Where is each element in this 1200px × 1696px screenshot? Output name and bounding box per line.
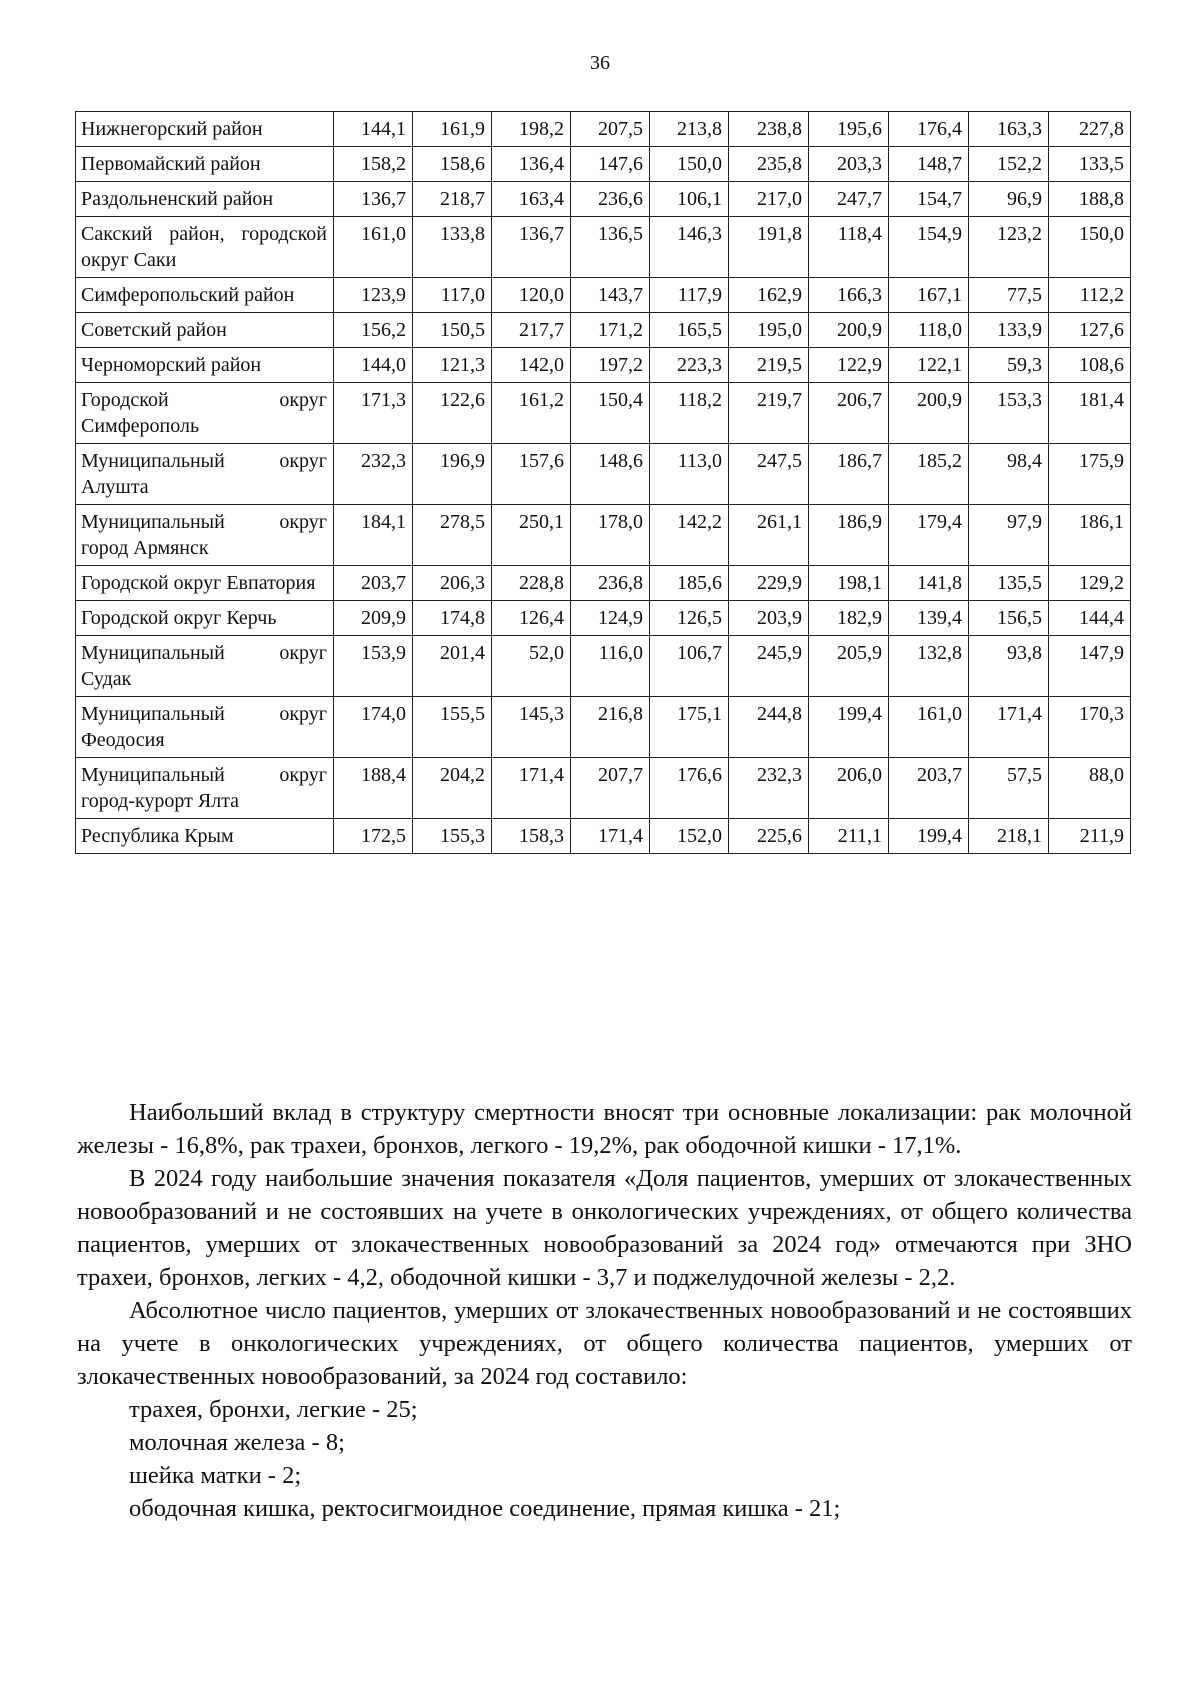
value-cell: 191,8 (729, 217, 809, 278)
value-cell: 158,2 (334, 147, 413, 182)
value-cell: 133,5 (1049, 147, 1131, 182)
value-cell: 172,5 (334, 819, 413, 854)
value-cell: 232,3 (729, 758, 809, 819)
value-cell: 152,0 (650, 819, 729, 854)
value-cell: 96,9 (969, 182, 1049, 217)
value-cell: 113,0 (650, 444, 729, 505)
value-cell: 93,8 (969, 636, 1049, 697)
value-cell: 163,3 (969, 112, 1049, 147)
value-cell: 188,8 (1049, 182, 1131, 217)
value-cell: 158,3 (492, 819, 571, 854)
value-cell: 176,4 (889, 112, 969, 147)
region-name-cell: Черноморский район (76, 348, 334, 383)
value-cell: 136,7 (334, 182, 413, 217)
region-name-cell: Симферопольский район (76, 278, 334, 313)
value-cell: 188,4 (334, 758, 413, 819)
table-row (76, 636, 1131, 697)
value-cell: 154,9 (889, 217, 969, 278)
value-cell: 175,1 (650, 697, 729, 758)
table-row (76, 147, 1131, 182)
list-item: молочная железа - 8; (129, 1429, 345, 1456)
value-cell: 170,3 (1049, 697, 1131, 758)
value-cell: 136,7 (492, 217, 571, 278)
region-name-cell: Советский район (76, 313, 334, 348)
value-cell: 211,9 (1049, 819, 1131, 854)
value-cell: 218,7 (413, 182, 492, 217)
value-cell: 122,9 (809, 348, 889, 383)
value-cell: 223,3 (650, 348, 729, 383)
value-cell: 150,4 (571, 383, 650, 444)
value-cell: 185,6 (650, 566, 729, 601)
value-cell: 176,6 (650, 758, 729, 819)
value-cell: 205,9 (809, 636, 889, 697)
value-cell: 133,9 (969, 313, 1049, 348)
region-name-cell: Нижнегорский район (76, 112, 334, 147)
value-cell: 122,6 (413, 383, 492, 444)
value-cell: 161,9 (413, 112, 492, 147)
value-cell: 247,7 (809, 182, 889, 217)
region-name-cell: Муниципальный округ город-курорт Ялта (76, 758, 334, 819)
value-cell: 171,3 (334, 383, 413, 444)
value-cell: 197,2 (571, 348, 650, 383)
value-cell: 153,9 (334, 636, 413, 697)
value-cell: 228,8 (492, 566, 571, 601)
value-cell: 155,5 (413, 697, 492, 758)
value-cell: 153,3 (969, 383, 1049, 444)
table-row (76, 444, 1131, 505)
region-name-cell: Первомайский район (76, 147, 334, 182)
value-cell: 143,7 (571, 278, 650, 313)
value-cell: 158,6 (413, 147, 492, 182)
value-cell: 142,0 (492, 348, 571, 383)
paragraph: В 2024 году наибольшие значения показателя «Доля пациентов, умерших от злокачественных новообразований и не состоявших на учете в онкологических учреждениях, от общего количества пациентов, умерших от злокачественных новообразований за 2024 год» отмечаются при ЗНО трахеи, бронхов, легких - 4,2, ободочной кишки - 3,7 и поджелудочной железы - 2,2. (77, 1165, 1132, 1291)
value-cell: 144,1 (334, 112, 413, 147)
value-cell: 278,5 (413, 505, 492, 566)
value-cell: 225,6 (729, 819, 809, 854)
table-row (76, 278, 1131, 313)
region-name-cell: Республика Крым (76, 819, 334, 854)
value-cell: 238,8 (729, 112, 809, 147)
value-cell: 171,4 (969, 697, 1049, 758)
value-cell: 163,4 (492, 182, 571, 217)
value-cell: 203,7 (334, 566, 413, 601)
value-cell: 129,2 (1049, 566, 1131, 601)
value-cell: 213,8 (650, 112, 729, 147)
value-cell: 229,9 (729, 566, 809, 601)
value-cell: 147,9 (1049, 636, 1131, 697)
value-cell: 155,3 (413, 819, 492, 854)
value-cell: 203,7 (889, 758, 969, 819)
table-row (76, 758, 1131, 819)
value-cell: 165,5 (650, 313, 729, 348)
value-cell: 106,1 (650, 182, 729, 217)
value-cell: 148,7 (889, 147, 969, 182)
region-name-cell: Городской округ Керчь (76, 601, 334, 636)
value-cell: 122,1 (889, 348, 969, 383)
region-name-cell: Раздольненский район (76, 182, 334, 217)
value-cell: 57,5 (969, 758, 1049, 819)
value-cell: 135,5 (969, 566, 1049, 601)
value-cell: 150,0 (1049, 217, 1131, 278)
value-cell: 171,4 (492, 758, 571, 819)
value-cell: 182,9 (809, 601, 889, 636)
table-row (76, 697, 1131, 758)
value-cell: 162,9 (729, 278, 809, 313)
value-cell: 144,4 (1049, 601, 1131, 636)
value-cell: 156,2 (334, 313, 413, 348)
table-row (76, 505, 1131, 566)
value-cell: 186,7 (809, 444, 889, 505)
value-cell: 123,9 (334, 278, 413, 313)
value-cell: 206,3 (413, 566, 492, 601)
value-cell: 127,6 (1049, 313, 1131, 348)
value-cell: 186,9 (809, 505, 889, 566)
page-number: 36 (590, 52, 610, 74)
body-text (77, 1096, 1132, 1525)
value-cell: 247,5 (729, 444, 809, 505)
value-cell: 198,2 (492, 112, 571, 147)
value-cell: 244,8 (729, 697, 809, 758)
value-cell: 227,8 (1049, 112, 1131, 147)
value-cell: 181,4 (1049, 383, 1131, 444)
value-cell: 216,8 (571, 697, 650, 758)
value-cell: 209,9 (334, 601, 413, 636)
value-cell: 147,6 (571, 147, 650, 182)
value-cell: 98,4 (969, 444, 1049, 505)
value-cell: 235,8 (729, 147, 809, 182)
value-cell: 203,9 (729, 601, 809, 636)
value-cell: 195,0 (729, 313, 809, 348)
table-row (76, 348, 1131, 383)
table-row (76, 112, 1131, 147)
paragraph: Наибольший вклад в структуру смертности вносят три основные локализации: рак молочной железы - 16,8%, рак трахеи, бронхов, легкого - 19,2%, рак ободочной кишки - 17,1%. (77, 1099, 1132, 1159)
value-cell: 126,5 (650, 601, 729, 636)
value-cell: 211,1 (809, 819, 889, 854)
table-row (76, 383, 1131, 444)
value-cell: 200,9 (809, 313, 889, 348)
value-cell: 156,5 (969, 601, 1049, 636)
region-name-cell: Сакский район, городской округ Саки (76, 217, 334, 278)
value-cell: 146,3 (650, 217, 729, 278)
value-cell: 217,0 (729, 182, 809, 217)
list-item: шейка матки - 2; (129, 1462, 302, 1489)
value-cell: 204,2 (413, 758, 492, 819)
value-cell: 199,4 (809, 697, 889, 758)
region-name-cell: Муниципальный округ Феодосия (76, 697, 334, 758)
value-cell: 261,1 (729, 505, 809, 566)
value-cell: 152,2 (969, 147, 1049, 182)
value-cell: 219,7 (729, 383, 809, 444)
value-cell: 174,0 (334, 697, 413, 758)
value-cell: 112,2 (1049, 278, 1131, 313)
value-cell: 207,7 (571, 758, 650, 819)
value-cell: 52,0 (492, 636, 571, 697)
value-cell: 117,0 (413, 278, 492, 313)
value-cell: 161,0 (334, 217, 413, 278)
value-cell: 145,3 (492, 697, 571, 758)
value-cell: 133,8 (413, 217, 492, 278)
region-name-cell: Городской округ Евпатория (76, 566, 334, 601)
value-cell: 198,1 (809, 566, 889, 601)
value-cell: 186,1 (1049, 505, 1131, 566)
list-item: трахея, бронхи, легкие - 25; (129, 1396, 418, 1423)
table-row (76, 217, 1131, 278)
value-cell: 199,4 (889, 819, 969, 854)
value-cell: 161,2 (492, 383, 571, 444)
paragraph: Абсолютное число пациентов, умерших от злокачественных новообразований и не состоявших на учете в онкологических учреждениях, от общего количества пациентов, умерших от злокачественных новообразований, за 2024 год составило: (77, 1297, 1132, 1390)
value-cell: 161,0 (889, 697, 969, 758)
value-cell: 116,0 (571, 636, 650, 697)
region-name-cell: Муниципальный округ город Армянск (76, 505, 334, 566)
value-cell: 232,3 (334, 444, 413, 505)
value-cell: 88,0 (1049, 758, 1131, 819)
value-cell: 166,3 (809, 278, 889, 313)
value-cell: 157,6 (492, 444, 571, 505)
value-cell: 136,4 (492, 147, 571, 182)
value-cell: 77,5 (969, 278, 1049, 313)
value-cell: 171,2 (571, 313, 650, 348)
list-item: ободочная кишка, ректосигмоидное соединение, прямая кишка - 21; (129, 1495, 841, 1522)
value-cell: 141,8 (889, 566, 969, 601)
table-row (76, 601, 1131, 636)
region-name-cell: Муниципальный округ Алушта (76, 444, 334, 505)
value-cell: 206,7 (809, 383, 889, 444)
value-cell: 236,6 (571, 182, 650, 217)
value-cell: 154,7 (889, 182, 969, 217)
value-cell: 121,3 (413, 348, 492, 383)
value-cell: 123,2 (969, 217, 1049, 278)
value-cell: 148,6 (571, 444, 650, 505)
table-row (76, 182, 1131, 217)
value-cell: 150,5 (413, 313, 492, 348)
value-cell: 144,0 (334, 348, 413, 383)
value-cell: 118,4 (809, 217, 889, 278)
value-cell: 150,0 (650, 147, 729, 182)
value-cell: 132,8 (889, 636, 969, 697)
value-cell: 106,7 (650, 636, 729, 697)
value-cell: 118,0 (889, 313, 969, 348)
region-name-cell: Городской округ Симферополь (76, 383, 334, 444)
value-cell: 142,2 (650, 505, 729, 566)
value-cell: 195,6 (809, 112, 889, 147)
value-cell: 250,1 (492, 505, 571, 566)
value-cell: 219,5 (729, 348, 809, 383)
statistics-table (75, 111, 1131, 854)
value-cell: 59,3 (969, 348, 1049, 383)
value-cell: 108,6 (1049, 348, 1131, 383)
value-cell: 118,2 (650, 383, 729, 444)
value-cell: 178,0 (571, 505, 650, 566)
table-row (76, 819, 1131, 854)
value-cell: 203,3 (809, 147, 889, 182)
value-cell: 245,9 (729, 636, 809, 697)
value-cell: 171,4 (571, 819, 650, 854)
value-cell: 174,8 (413, 601, 492, 636)
value-cell: 201,4 (413, 636, 492, 697)
value-cell: 218,1 (969, 819, 1049, 854)
value-cell: 139,4 (889, 601, 969, 636)
value-cell: 167,1 (889, 278, 969, 313)
table-row (76, 313, 1131, 348)
value-cell: 117,9 (650, 278, 729, 313)
value-cell: 124,9 (571, 601, 650, 636)
value-cell: 206,0 (809, 758, 889, 819)
value-cell: 120,0 (492, 278, 571, 313)
value-cell: 175,9 (1049, 444, 1131, 505)
region-name-cell: Муниципальный округ Судак (76, 636, 334, 697)
table-body (76, 112, 1131, 854)
value-cell: 184,1 (334, 505, 413, 566)
value-cell: 200,9 (889, 383, 969, 444)
value-cell: 126,4 (492, 601, 571, 636)
value-cell: 217,7 (492, 313, 571, 348)
value-cell: 97,9 (969, 505, 1049, 566)
value-cell: 185,2 (889, 444, 969, 505)
value-cell: 196,9 (413, 444, 492, 505)
value-cell: 136,5 (571, 217, 650, 278)
value-cell: 207,5 (571, 112, 650, 147)
value-cell: 179,4 (889, 505, 969, 566)
table-row (76, 566, 1131, 601)
value-cell: 236,8 (571, 566, 650, 601)
